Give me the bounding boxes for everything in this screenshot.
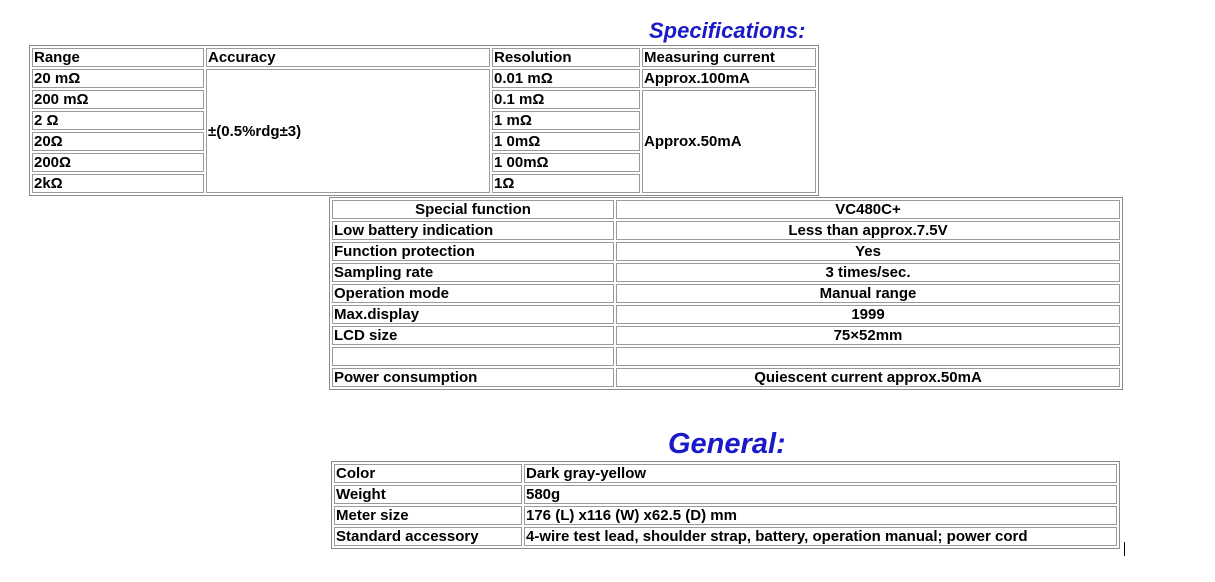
feature-label: Operation mode xyxy=(332,284,614,303)
general-value: 4-wire test lead, shoulder strap, battery, operation manual; power cord xyxy=(524,527,1117,546)
table-row xyxy=(334,464,1117,483)
feature-label: Low battery indication xyxy=(332,221,614,240)
table-row xyxy=(332,242,1120,261)
general-label: Standard accessory xyxy=(334,527,522,546)
range-cell: 2 Ω xyxy=(32,111,204,130)
table-header-row xyxy=(32,48,816,67)
feature-value: 1999 xyxy=(616,305,1120,324)
table-row xyxy=(332,368,1120,387)
range-cell: 2kΩ xyxy=(32,174,204,193)
model-header: VC480C+ xyxy=(616,200,1120,219)
table-header-row xyxy=(332,200,1120,219)
text-cursor xyxy=(1124,542,1125,556)
column-header-range: Range xyxy=(32,48,204,67)
general-label: Meter size xyxy=(334,506,522,525)
specifications-heading: Specifications: xyxy=(649,18,806,43)
range-cell: 200Ω xyxy=(32,153,204,172)
feature-label: LCD size xyxy=(332,326,614,345)
resolution-cell: 1 00mΩ xyxy=(492,153,640,172)
column-header-measuring-current: Measuring current xyxy=(642,48,816,67)
table-row-empty xyxy=(332,347,1120,366)
general-heading: General: xyxy=(668,428,786,460)
general-table xyxy=(331,461,1120,549)
resolution-cell: 0.01 mΩ xyxy=(492,69,640,88)
feature-value: Less than approx.7.5V xyxy=(616,221,1120,240)
range-cell: 200 mΩ xyxy=(32,90,204,109)
range-cell: 20 mΩ xyxy=(32,69,204,88)
table-row xyxy=(334,527,1117,546)
general-value: 580g xyxy=(524,485,1117,504)
column-header-accuracy: Accuracy xyxy=(206,48,490,67)
general-value: Dark gray-yellow xyxy=(524,464,1117,483)
feature-label: Max.display xyxy=(332,305,614,324)
feature-value xyxy=(616,347,1120,366)
resolution-cell: 1 0mΩ xyxy=(492,132,640,151)
general-label: Color xyxy=(334,464,522,483)
measuring-current-cell: Approx.100mA xyxy=(642,69,816,88)
column-header-resolution: Resolution xyxy=(492,48,640,67)
range-specifications-table xyxy=(29,45,819,196)
table-row xyxy=(332,305,1120,324)
measuring-current-cell: Approx.50mA xyxy=(642,90,816,193)
table-row xyxy=(332,263,1120,282)
table-row xyxy=(334,485,1117,504)
feature-value: Manual range xyxy=(616,284,1120,303)
table-row xyxy=(332,326,1120,345)
general-label: Weight xyxy=(334,485,522,504)
feature-value: Quiescent current approx.50mA xyxy=(616,368,1120,387)
general-value: 176 (L) x116 (W) x62.5 (D) mm xyxy=(524,506,1117,525)
table-row xyxy=(332,221,1120,240)
special-function-header: Special function xyxy=(332,200,614,219)
resolution-cell: 1Ω xyxy=(492,174,640,193)
resolution-cell: 1 mΩ xyxy=(492,111,640,130)
table-row xyxy=(32,69,816,88)
feature-label: Function protection xyxy=(332,242,614,261)
range-cell: 20Ω xyxy=(32,132,204,151)
feature-value: 75×52mm xyxy=(616,326,1120,345)
feature-value: Yes xyxy=(616,242,1120,261)
accuracy-cell: ±(0.5%rdg±3) xyxy=(206,69,490,193)
special-function-table xyxy=(329,197,1123,390)
feature-label xyxy=(332,347,614,366)
feature-label: Sampling rate xyxy=(332,263,614,282)
feature-value: 3 times/sec. xyxy=(616,263,1120,282)
feature-label: Power consumption xyxy=(332,368,614,387)
resolution-cell: 0.1 mΩ xyxy=(492,90,640,109)
table-row xyxy=(332,284,1120,303)
table-row xyxy=(334,506,1117,525)
